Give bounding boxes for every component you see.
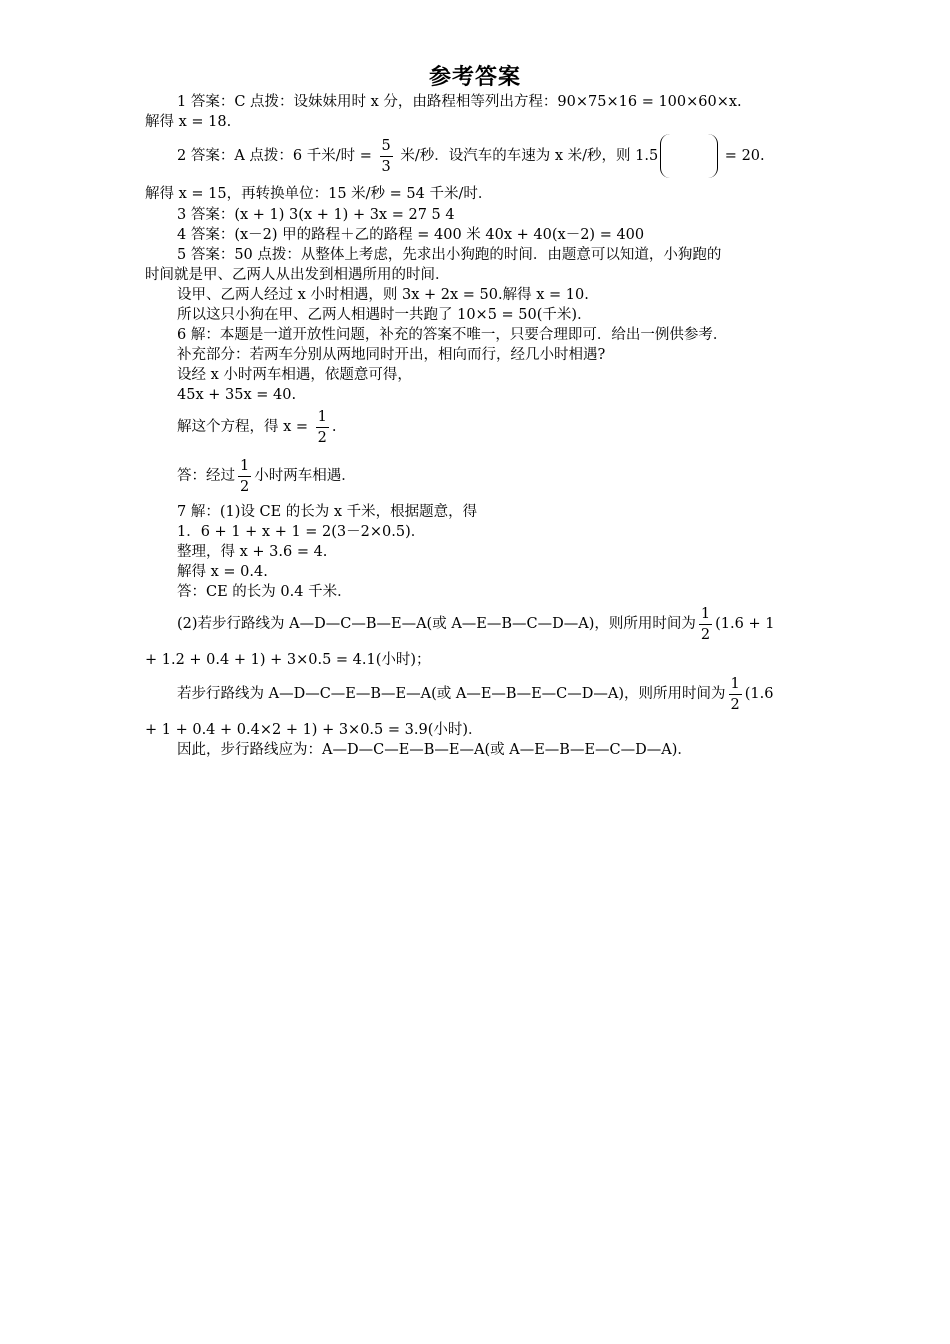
answer-7-part-3: 若步行路线为 A—D—C—E—B—E—A(或 A—E—B—E—C—D—A)，则所用时间为 $\frac{1}{2}$ (1.6 bbox=[177, 675, 774, 713]
answer-6-line-3: 设经 x 小时两车相遇，依题意可得， bbox=[177, 367, 412, 383]
answer-7-line-1: 7 解：(1)设 CE 的长为 x 千米，根据题意，得 bbox=[177, 504, 478, 520]
answer-4: 4 答案：(x－2) 甲的路程＋乙的路程 = 400 米 40x + 40(x－2) = 400 bbox=[177, 227, 645, 243]
answer-7-line-4: 解得 x = 0.4. bbox=[177, 564, 268, 580]
answer-5-line-2: 时间就是甲、乙两人从出发到相遇所用的时间． bbox=[145, 267, 450, 283]
answer-3: 3 答案：(x + 1) 3(x + 1) + 3x = 27 5 4 bbox=[177, 207, 455, 223]
answer-1-line-1: 1 答案：C 点拨：设妹妹用时 x 分，由路程相等列出方程：90×75×16 = 100×60×x. bbox=[177, 94, 742, 110]
answer-7-line-3: 整理，得 x + 3.6 = 4. bbox=[177, 544, 328, 560]
answer-5-line-1: 5 答案：50 点拨：从整体上考虑，先求出小狗跑的时间．由题意可以知道，小狗跑的 bbox=[177, 247, 722, 263]
answer-7-conclusion: 因此，步行路线应为：A—D—C—E—B—E—A(或 A—E—B—E—C—D—A)． bbox=[177, 742, 692, 758]
answer-7-part-3-line-2: + 1 + 0.4 + 0.4×2 + 1) + 3×0.5 = 3.9(小时)． bbox=[145, 722, 483, 738]
answer-2-pre: 2 答案：A 点拨：6 千米/时 = bbox=[177, 148, 377, 164]
answer-5-line-3: 设甲、乙两人经过 x 小时相遇，则 3x + 2x = 50.解得 x = 10. bbox=[177, 287, 589, 303]
page-title: 参考答案 bbox=[428, 65, 521, 90]
answer-7-part-2: (2)若步行路线为 A—D—C—B—E—A(或 A—E—B—C—D—A)，则所用时间为 $\frac{1}{2}$ (1.6 + 1 bbox=[177, 605, 775, 643]
answer-6-line-6: 答：经过 $\frac{1}{2}$ 小时两车相遇． bbox=[177, 457, 356, 495]
empty-parentheses bbox=[660, 134, 718, 178]
answer-6-line-5: 解这个方程，得 x = $\frac{1}{2}$ . bbox=[177, 408, 337, 446]
answer-2-line-2: 解得 x = 15，再转换单位：15 米/秒 = 54 千米/时． bbox=[145, 186, 493, 202]
answer-7-line-2: 1．6 + 1 + x + 1 = 2(3－2×0.5)． bbox=[177, 524, 426, 540]
fraction-1-2: $\frac{1}{2}$ bbox=[317, 408, 327, 446]
fraction-5-3: $\frac{5}{3}$ bbox=[381, 137, 391, 175]
answer-2-line-1 bbox=[177, 134, 765, 178]
answer-6-line-1: 6 解：本题是一道开放性问题，补充的答案不唯一，只要合理即可．给出一例供参考． bbox=[177, 327, 728, 343]
answer-1-line-2: 解得 x = 18. bbox=[145, 114, 232, 130]
answer-7-part-2-line-2: + 1.2 + 0.4 + 1) + 3×0.5 = 4.1(小时)； bbox=[145, 652, 431, 668]
fraction-1-2: $\frac{1}{2}$ bbox=[730, 675, 740, 713]
fraction-1-2: $\frac{1}{2}$ bbox=[240, 457, 250, 495]
answer-6-line-2: 补充部分：若两车分别从两地同时开出，相向而行，经几小时相遇? bbox=[177, 347, 606, 363]
answer-7-line-5: 答：CE 的长为 0.4 千米． bbox=[177, 584, 352, 600]
fraction-1-2: $\frac{1}{2}$ bbox=[700, 605, 711, 643]
answer-6-line-4: 45x + 35x = 40. bbox=[177, 387, 297, 403]
answer-2-post: 米/秒．设汽车的车速为 x 米/秒，则 1.5 bbox=[395, 148, 659, 164]
answer-5-line-4: 所以这只小狗在甲、乙两人相遇时一共跑了 10×5 = 50(千米)． bbox=[177, 307, 592, 323]
answer-2-end: = 20. bbox=[720, 148, 765, 164]
